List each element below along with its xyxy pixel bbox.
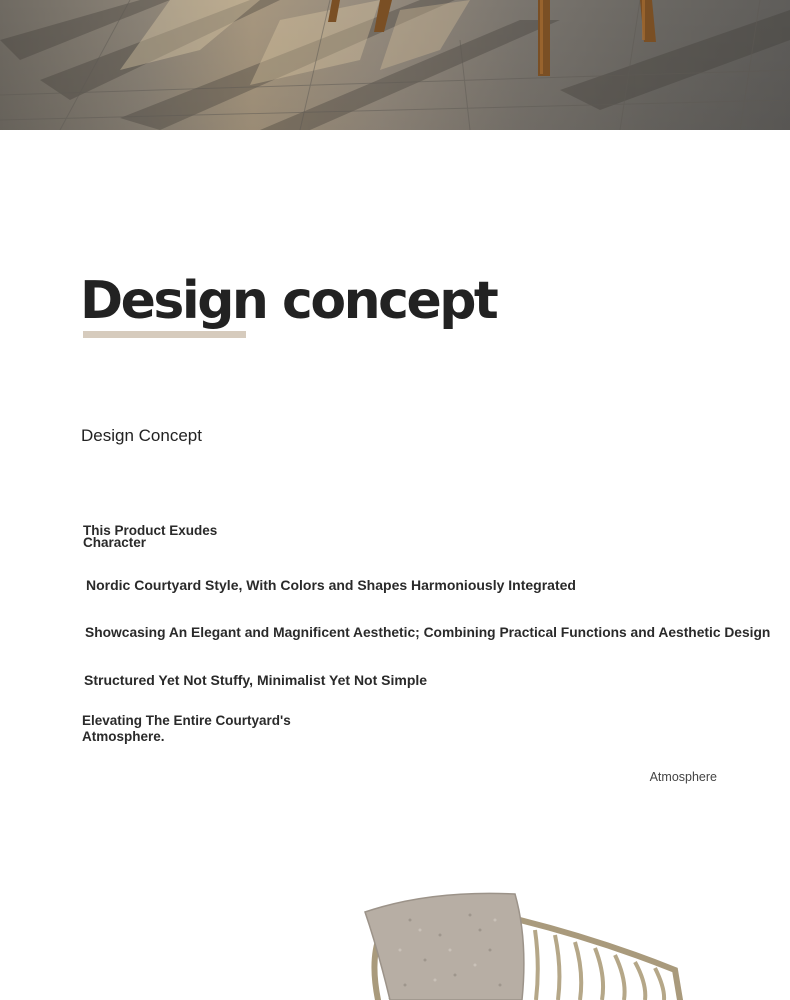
title-underline — [83, 331, 246, 338]
concept-line-2: Nordic Courtyard Style, With Colors and Shapes Harmoniously Integrated — [86, 577, 576, 593]
chair-cushion — [365, 893, 524, 1000]
concept-line-4: Structured Yet Not Stuffy, Minimalist Yet Not Simple — [84, 672, 428, 688]
rope-chair-image — [350, 880, 690, 1000]
patio-photo — [0, 0, 790, 130]
section-subtitle: Design Concept — [81, 426, 202, 445]
hero-image — [0, 0, 790, 130]
wood-highlights — [540, 0, 645, 74]
concept-line-1: This Product Exudes Character — [83, 523, 218, 550]
concept-line-3: Showcasing An Elegant and Magnificent Aesthetic; Combining Practical Functions and Aesthetic Design — [85, 625, 771, 640]
page-title: Design concept — [80, 271, 497, 331]
atmosphere-caption: Atmosphere — [649, 770, 717, 784]
concept-line-5: Elevating The Entire Courtyard's Atmosphere. — [82, 713, 291, 744]
